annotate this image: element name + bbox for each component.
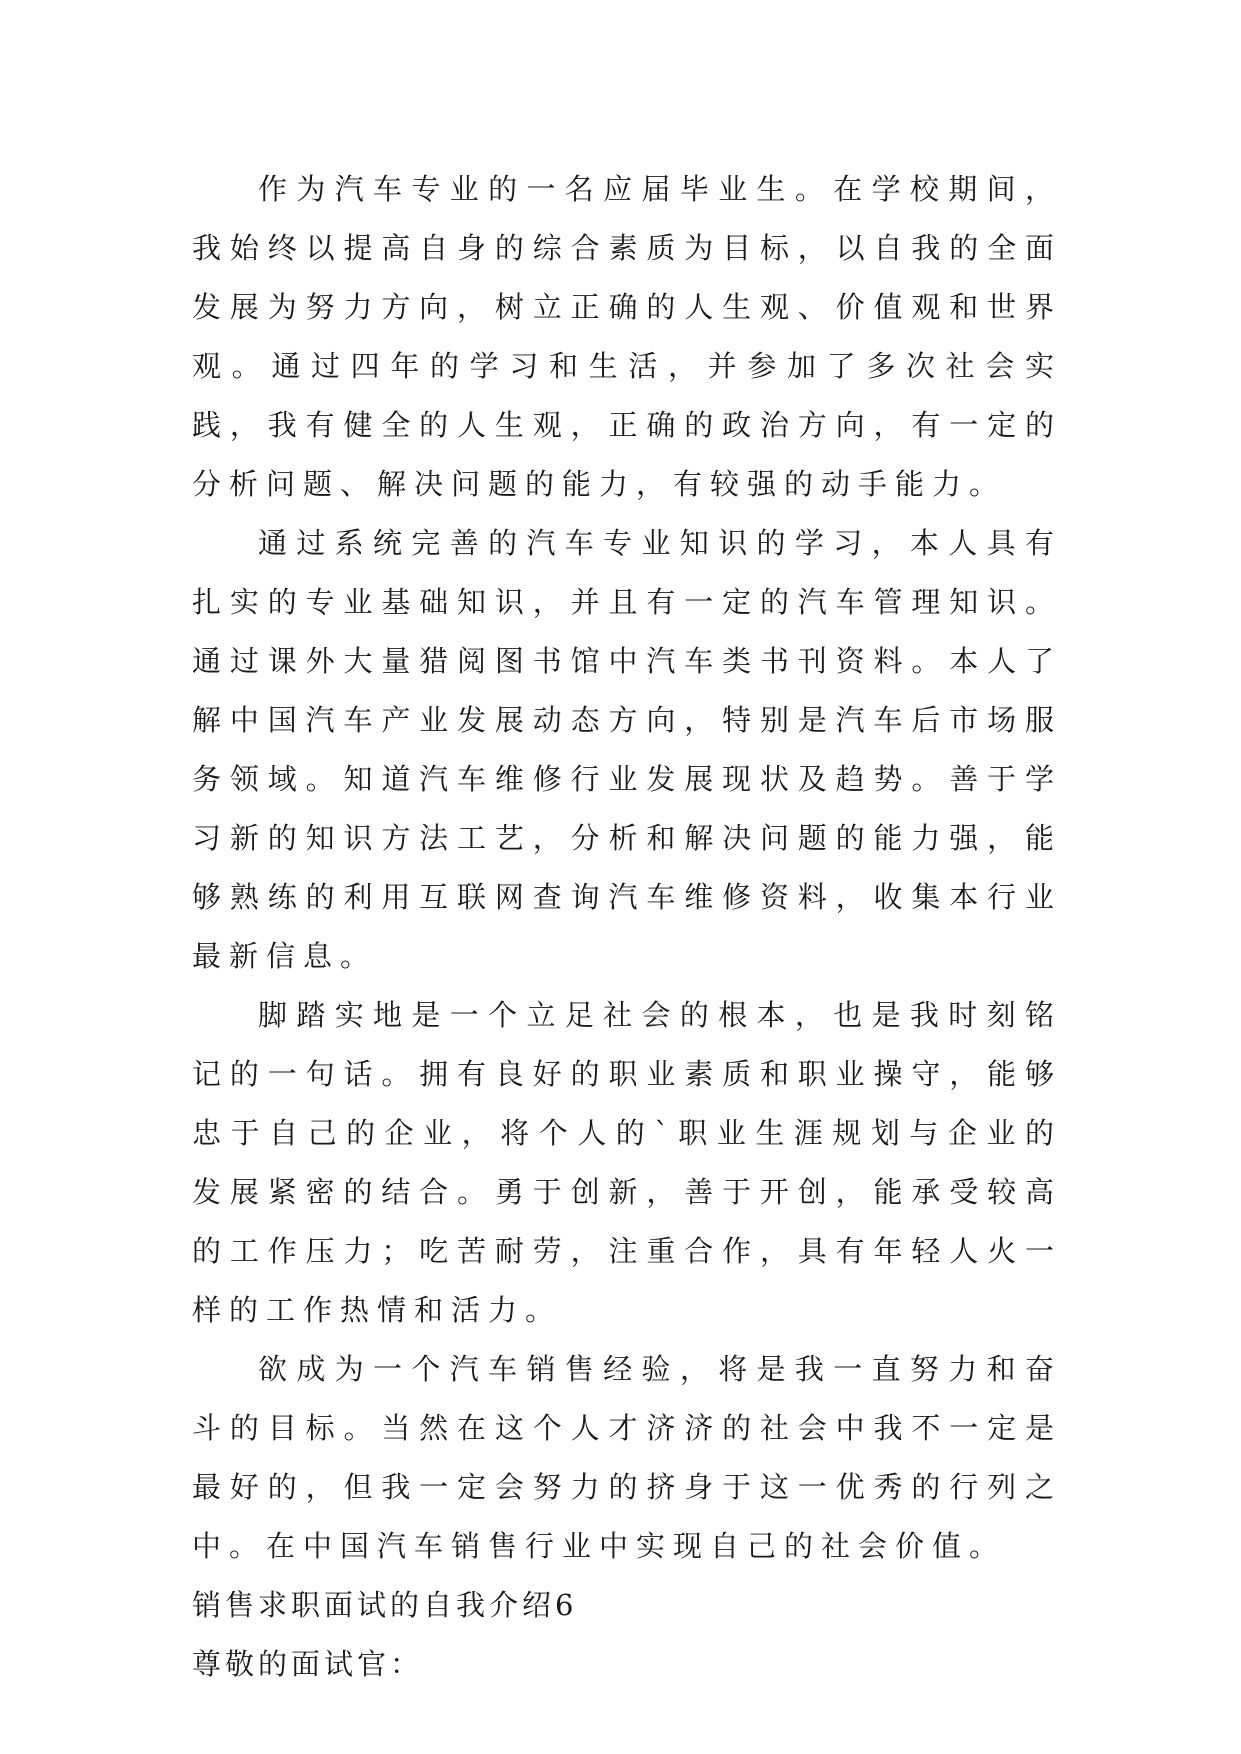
document-body bbox=[192, 160, 1062, 1694]
paragraph-education: 作为汽车专业的一名应届毕业生。在学校期间，我始终以提高自身的综合素质为目标，以自我的全面发展为努力方向，树立正确的人生观、价值观和世界观。通过四年的学习和生活，并参加了多次社会实践，我有健全的人生观，正确的政治方向，有一定的分析问题、解决问题的能力，有较强的动手能力。 bbox=[192, 172, 1062, 501]
paragraph-goal: 欲成为一个汽车销售经验，将是我一直努力和奋斗的目标。当然在这个人才济济的社会中我不一定是最好的，但我一定会努力的挤身于这一优秀的行列之中。在中国汽车销售行业中实现自己的社会价值。 bbox=[192, 1352, 1062, 1563]
paragraph-character: 脚踏实地是一个立足社会的根本，也是我时刻铭记的一句话。拥有良好的职业素质和职业操守，能够忠于自己的企业，将个人的`职业生涯规划与企业的发展紧密的结合。勇于创新，善于开创，能承受较高的工作压力；吃苦耐劳，注重合作，具有年轻人火一样的工作热情和活力。 bbox=[192, 998, 1062, 1327]
paragraph-knowledge: 通过系统完善的汽车专业知识的学习，本人具有扎实的专业基础知识，并且有一定的汽车管理知识。通过课外大量猎阅图书馆中汽车类书刊资料。本人了解中国汽车产业发展动态方向，特别是汽车后市场服务领域。知道汽车维修行业发展现状及趋势。善于学习新的知识方法工艺，分析和解决问题的能力强，能够熟练的利用互联网查询汽车维修资料，收集本行业最新信息。 bbox=[192, 526, 1062, 973]
salutation: 尊敬的面试官： bbox=[192, 1647, 424, 1681]
section-title: 销售求职面试的自我介绍6 bbox=[192, 1588, 578, 1622]
